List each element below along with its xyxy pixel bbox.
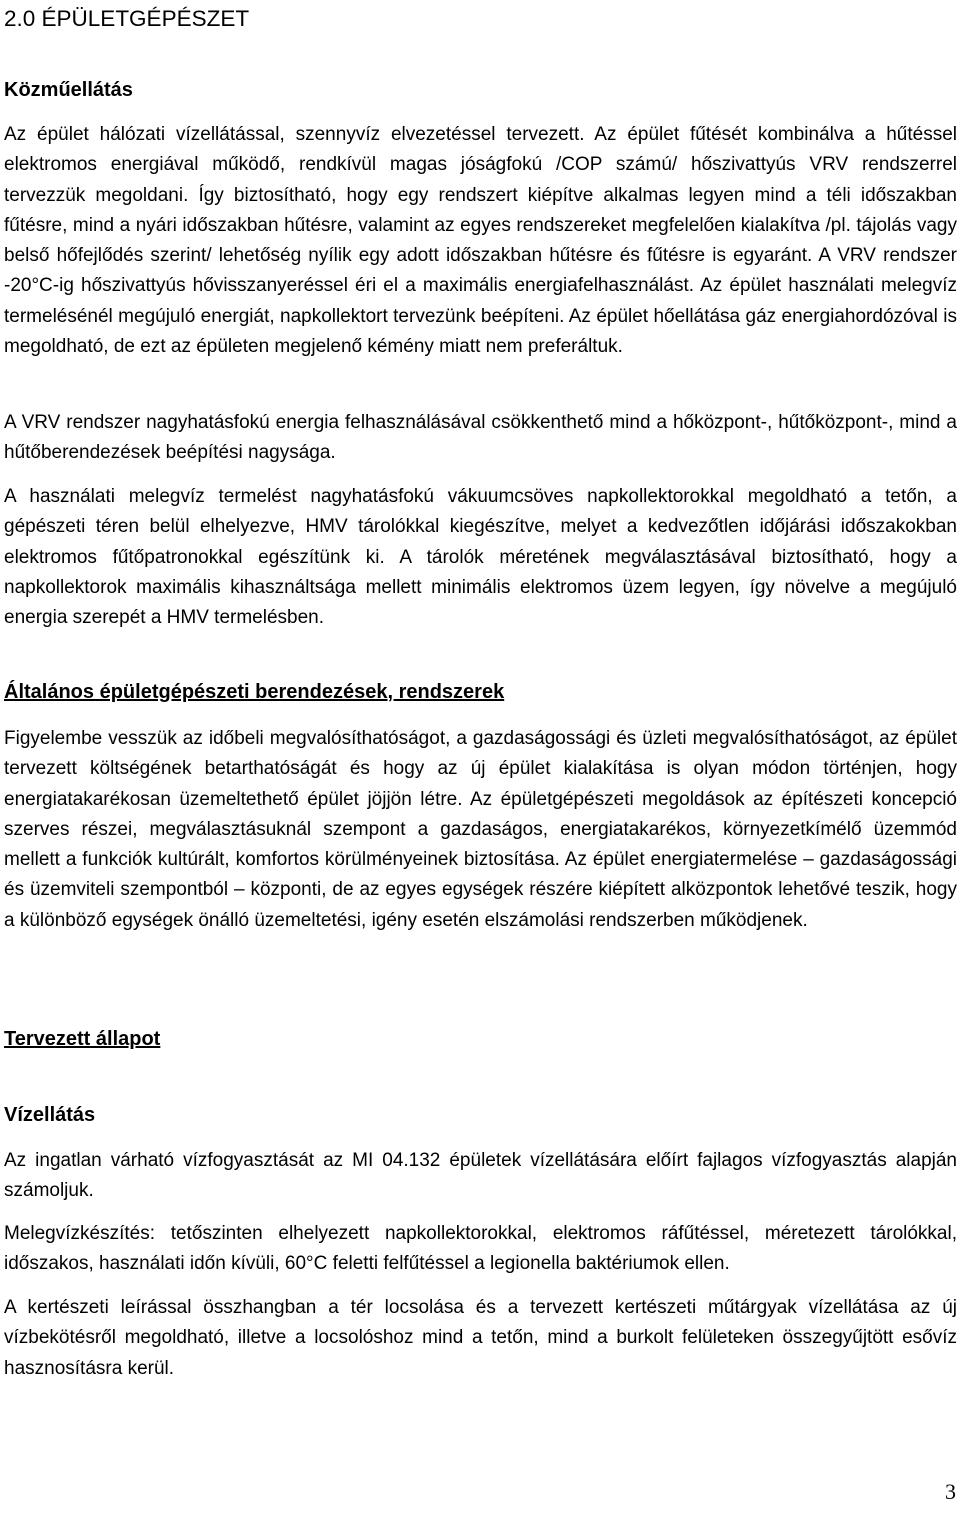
paragraph-utility-overview: Az épület hálózati vízellátással, szennyvíz elvezetéssel tervezett. Az épület fűtését kombinálva a hűtéssel elektromos energiával működő, rendkívül magas jóságfokú /COP számú/ hőszivattyús VRV rendszerrel tervezzük megoldani. Így biztosítható, hogy egy rendszert kiépítve alkalmas legyen mind a téli időszakban fűtésre, mind a nyári időszakban hűtésre, valamint az egyes rendszereket megfelelően kialakítva /pl. tájolás vagy belső hőfejlődés szerint/ lehetőség nyílik egy adott időszakban hűtésre és fűtésre is egyaránt. A VRV rendszer -20°C-ig hőszivattyús hővisszanyeréssel éri el a maximális energiafelhasználást. Az épület használati melegvíz termelésénél megújuló energiát, napkollektort tervezünk beépíteni. Az épület hőellátása gáz energiahordózóval is megoldható, de ezt az épületen megjelenő kémény miatt nem preferáltuk. <box>4 124 957 358</box>
paragraph-water-consumption: Az ingatlan várható vízfogyasztását az MI 04.132 épületek vízellátására előírt fajlagos vízfogyasztás alapján számoljuk. <box>4 1150 957 1202</box>
page-number: 3 <box>945 1479 956 1504</box>
paragraph-hot-water-preparation: Melegvízkészítés: tetőszinten elhelyezett napkollektorokkal, elektromos ráfűtéssel, méretezett tárolókkal, időszakos, használati időn kívüli, 60°C feletti felfűtéssel a legionella baktériumok ellen. <box>4 1223 957 1275</box>
section-heading-general-systems: Általános épületgépészeti berendezések, rendszerek <box>4 681 505 703</box>
section-heading-planned-state: Tervezett állapot <box>4 1028 161 1050</box>
paragraph-irrigation: A kertészeti leírással összhangban a tér locsolása és a tervezett kertészeti műtárgyak vízellátása az új vízbekötésről megoldható, illetve a locsolóshoz mind a tetőn, mind a burkolt felületeken összegyűjtött esővíz hasznosításra kerül. <box>4 1297 957 1379</box>
paragraph-hot-water: A használati melegvíz termelést nagyhatásfokú vákuumcsöves napkollektorokkal megoldható a tetőn, a gépészeti téren belül elhelyezve, HMV tárolókkal kiegészítve, melyet a kedvezőtlen időjárási időszakokban elektromos fűtőpatronokkal egészítünk ki. A tárolók méretének megválasztásával biztosítható, hogy a napkollektorok maximális kihasználtsága mellett minimális elektromos üzem legyen, így növelve a megújuló energia szerepét a HMV termelésben. <box>4 486 957 629</box>
section-heading-water-supply: Vízellátás <box>4 1104 96 1126</box>
paragraph-general-systems: Figyelembe vesszük az időbeli megvalósíthatóságot, a gazdaságossági és üzleti megvalósíthatóságot, az épület tervezett költségének betarthatóságát és hogy az új épület kialakítása is olyan módon történjen, hogy energiatakarékosan üzemeltethető épület jöjjön létre. Az épületgépészeti megoldások az építészeti koncepció szerves részei, megválasztásuknál szempont a gazdaságos, energiatakarékos, környezetkímélő üzemmód mellett a funkciók kultúrált, komfortos körülményeinek biztosítása. Az épület energiatermelése – gazdaságossági és üzemviteli szempontból – központi, de az egyes egységek részére kiépített alközpontok lehetővé teszik, hogy a különböző egységek önálló üzemeltetési, igény esetén elszámolási rendszerben működjenek. <box>4 728 957 931</box>
chapter-title: 2.0 ÉPÜLETGÉPÉSZET <box>4 6 250 31</box>
section-heading-kozmuellatas: Közműellátás <box>4 79 133 101</box>
paragraph-vrv-capacity: A VRV rendszer nagyhatásfokú energia felhasználásával csökkenthető mind a hőközpont-, hűtőközpont-, mind a hűtőberendezések beépítési nagysága. <box>4 412 957 464</box>
